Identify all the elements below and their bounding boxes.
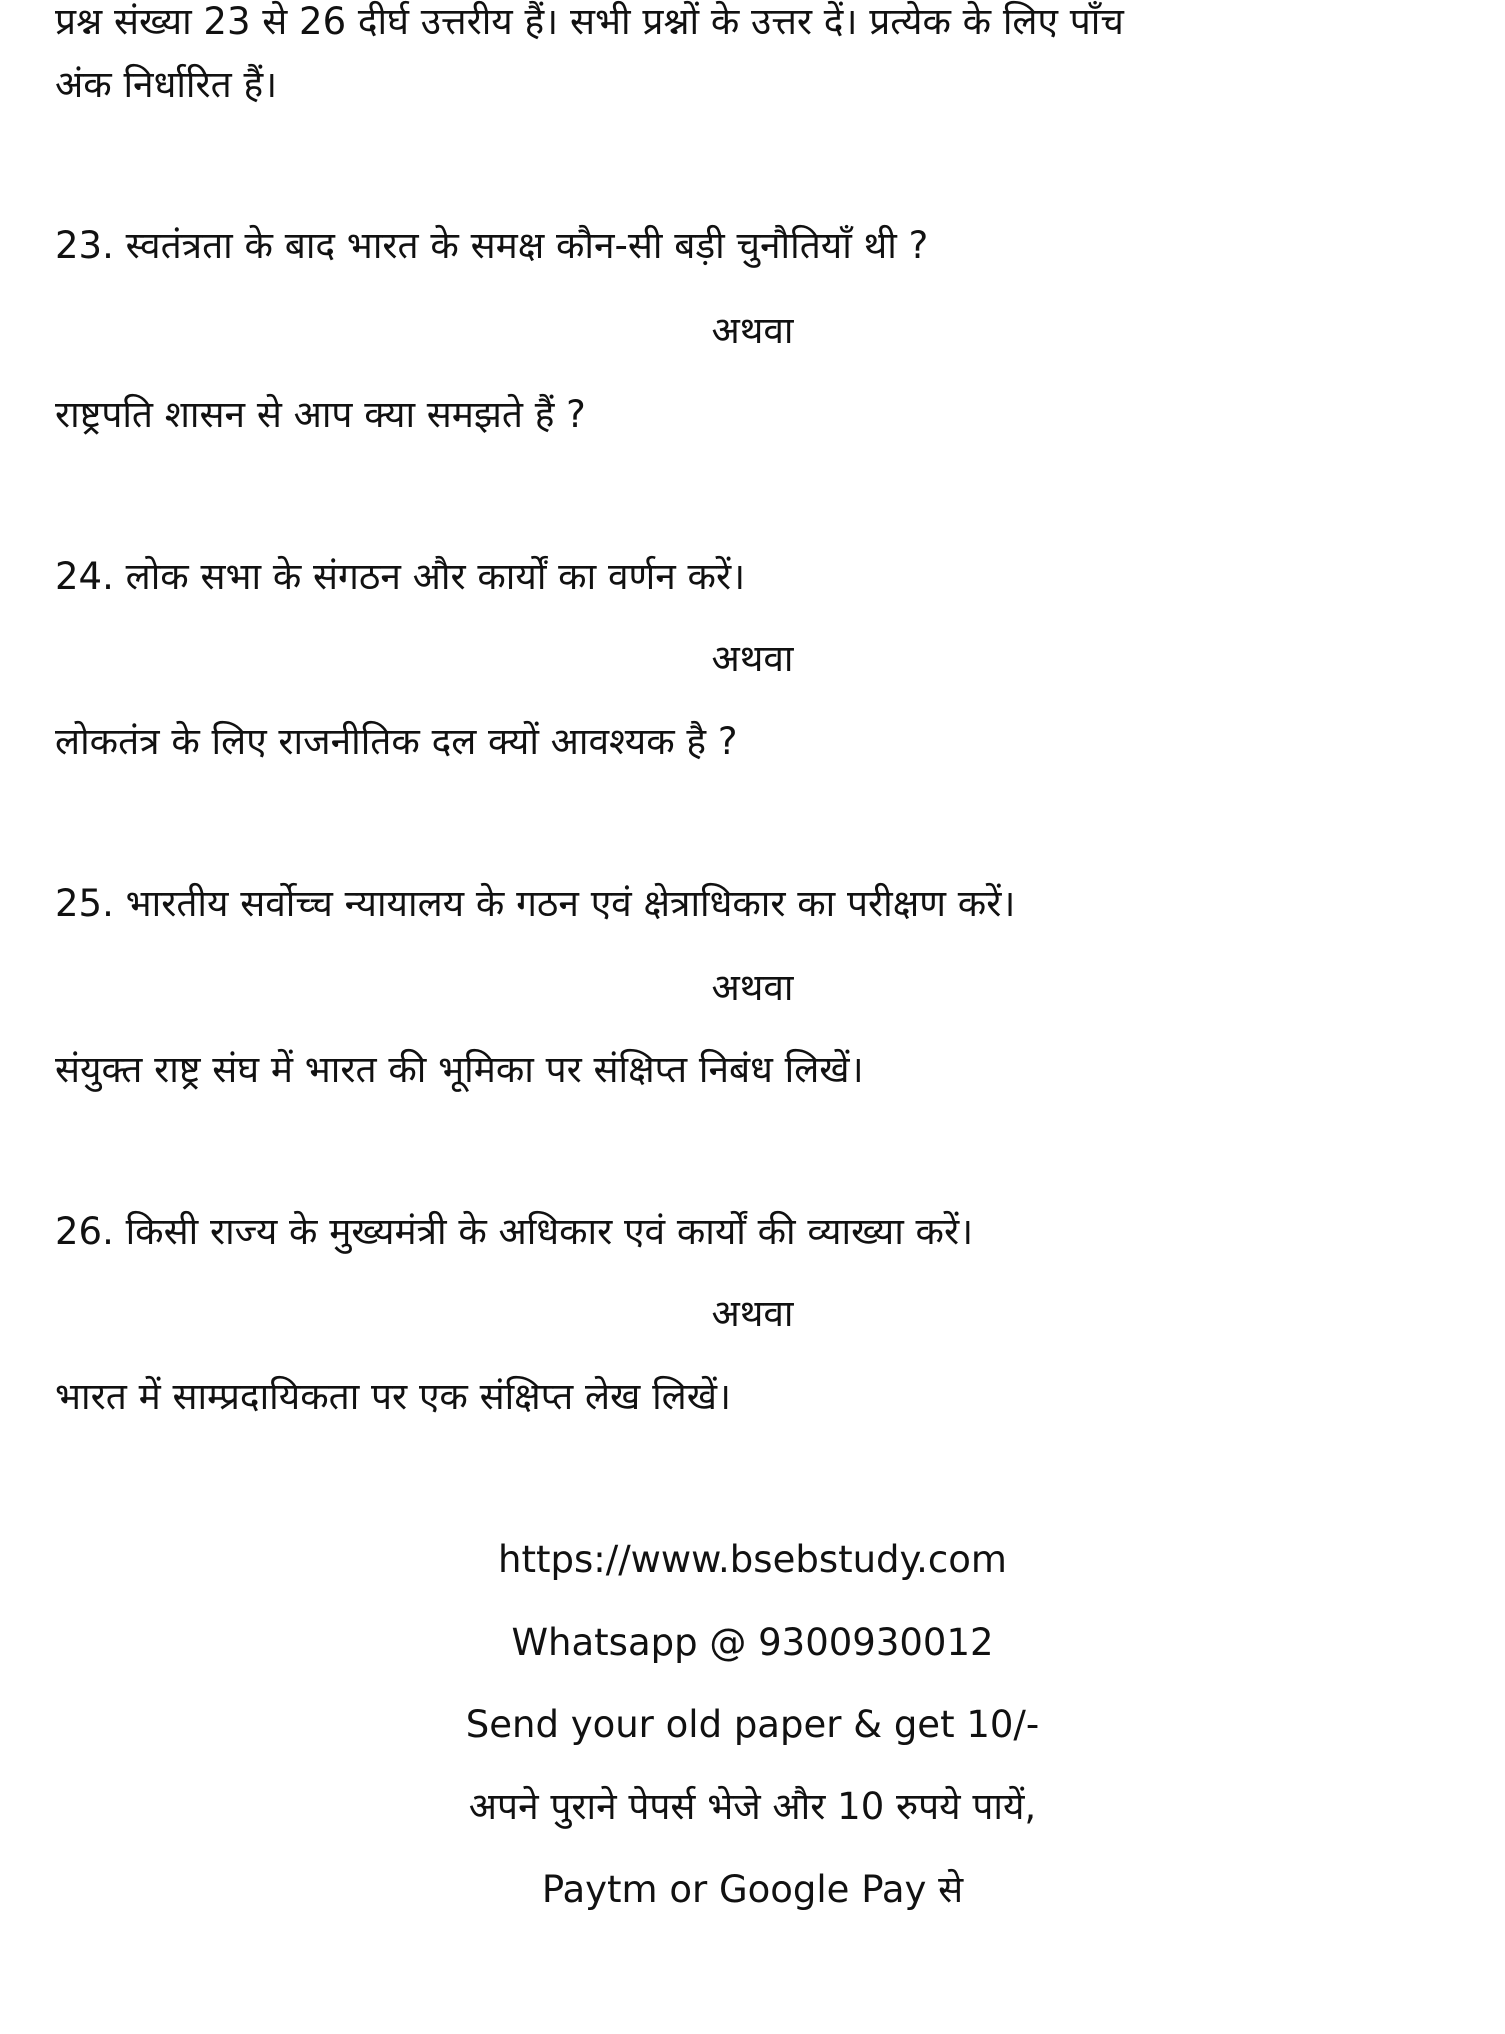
website-link[interactable]: https://www.bsebstudy.com — [498, 1538, 1007, 1581]
instructions-line-2: अंक निर्धारित हैं। — [55, 63, 278, 106]
alternative-question: लोकतंत्र के लिए राजनीतिक दल क्यों आवश्यक है ? — [55, 720, 738, 763]
question-text: 24. लोक सभा के संगठन और कार्यों का वर्णन करें। — [55, 555, 746, 598]
alternative-question: राष्ट्रपति शासन से आप क्या समझते हैं ? — [55, 393, 586, 436]
offer-english: Send your old paper & get 10/- — [465, 1703, 1040, 1746]
instructions-line-1: प्रश्न संख्या 23 से 26 दीर्घ उत्तरीय हैं। सभी प्रश्नों के उत्तर दें। प्रत्येक के लिए पाँच — [55, 0, 1124, 43]
offer-hindi: अपने पुराने पेपर्स भेजे और 10 रुपये पायें, — [468, 1785, 1037, 1828]
alternative-question: भारत में साम्प्रदायिकता पर एक संक्षिप्त लेख लिखें। — [55, 1375, 732, 1418]
or-label: अथवा — [711, 966, 794, 1009]
alternative-question: संयुक्त राष्ट्र संघ में भारत की भूमिका पर संक्षिप्त निबंध लिखें। — [55, 1048, 864, 1091]
question-text: 23. स्वतंत्रता के बाद भारत के समक्ष कौन-सी बड़ी चुनौतियाँ थी ? — [55, 224, 929, 267]
whatsapp-contact: Whatsapp @ 9300930012 — [511, 1621, 994, 1664]
or-label: अथवा — [711, 637, 794, 680]
payment-methods: Paytm or Google Pay से — [541, 1868, 964, 1911]
question-text: 25. भारतीय सर्वोच्च न्यायालय के गठन एवं क्षेत्राधिकार का परीक्षण करें। — [55, 882, 1016, 925]
or-label: अथवा — [711, 309, 794, 352]
or-label: अथवा — [711, 1292, 794, 1335]
question-text: 26. किसी राज्य के मुख्यमंत्री के अधिकार एवं कार्यों की व्याख्या करें। — [55, 1210, 974, 1253]
